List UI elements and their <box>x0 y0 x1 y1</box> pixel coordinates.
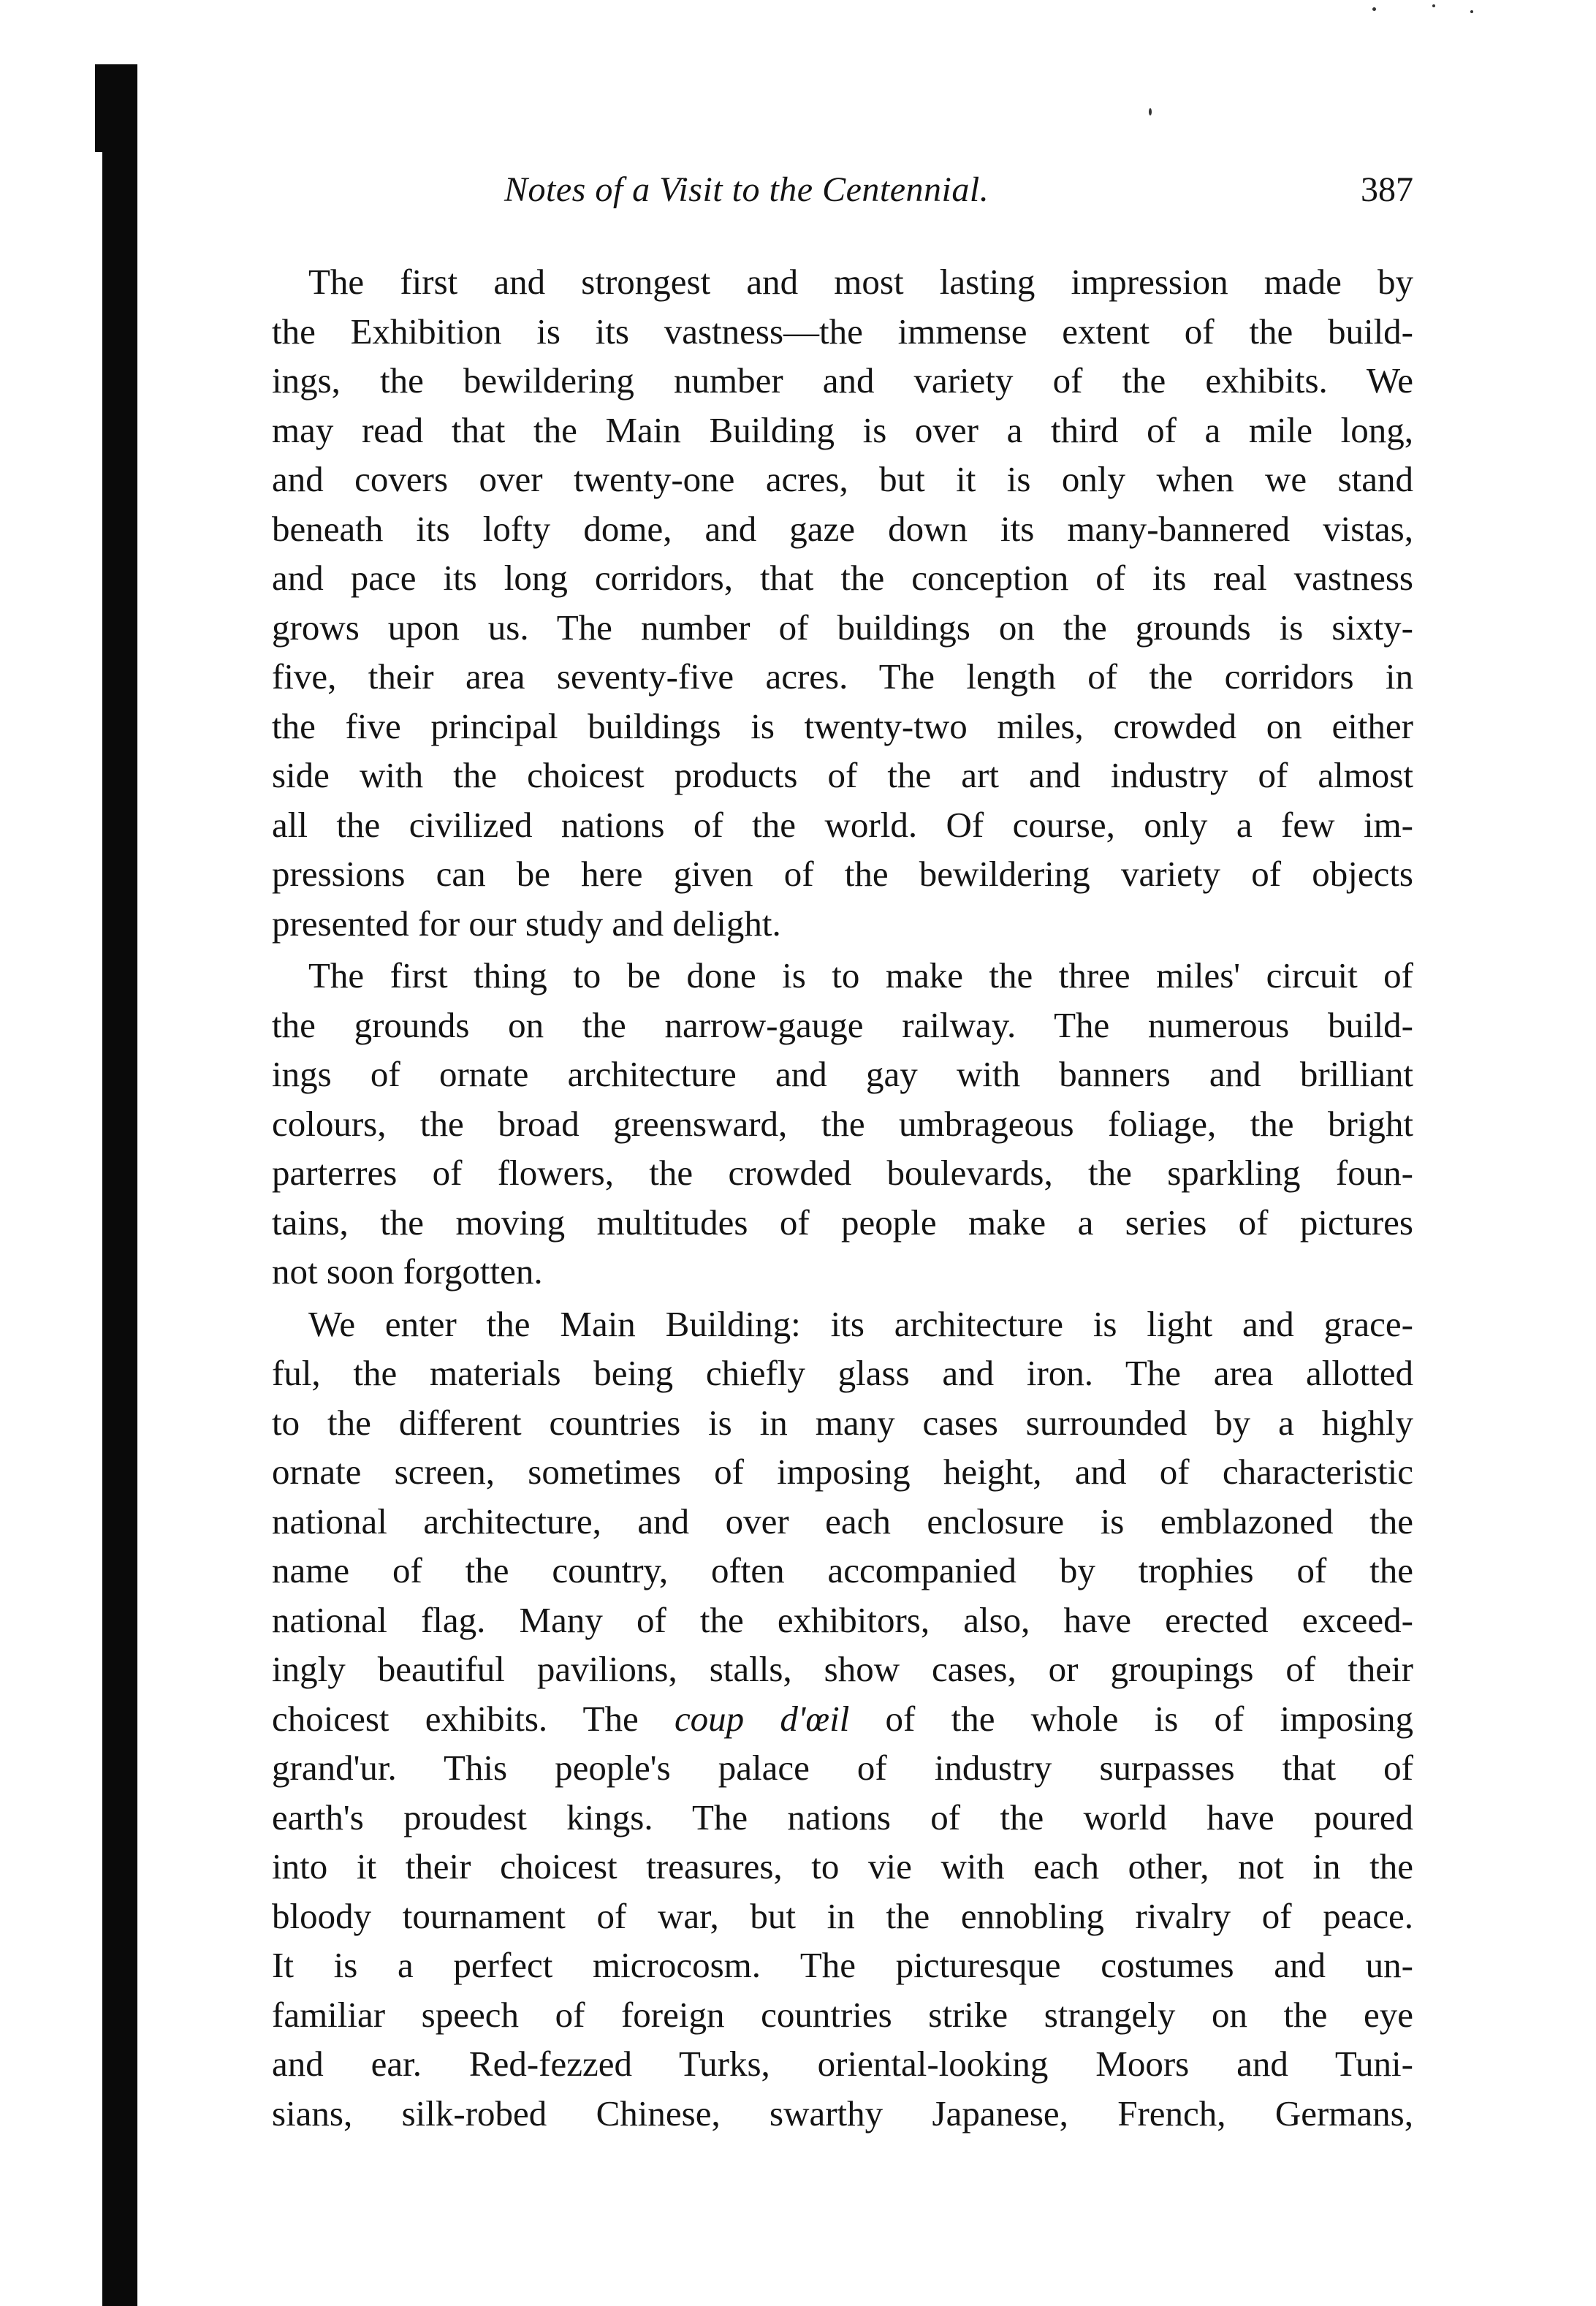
text-line: the Exhibition is its vastness—the immense extent of the build- <box>272 311 1413 352</box>
paragraph-1 <box>272 257 1413 948</box>
text-line: The first thing to be done is to make the three miles' circuit of <box>308 955 1413 995</box>
scan-speck <box>1372 7 1376 11</box>
text-line: familiar speech of foreign countries strike strangely on the eye <box>272 1994 1413 2035</box>
text-run: choicest exhibits. The <box>272 1698 674 1739</box>
text-line: into it their choicest treasures, to vie with each other, not in the <box>272 1846 1413 1886</box>
running-title: Notes of a Visit to the Centennial. <box>504 170 989 209</box>
text-line: may read that the Main Building is over a third of a mile long, <box>272 409 1413 450</box>
text-line: and pace its long corridors, that the conception of its real vastness <box>272 558 1413 598</box>
text-line: the grounds on the narrow-gauge railway. The numerous build- <box>272 1004 1413 1045</box>
text-line: It is a perfect microcosm. The picturesque costumes and un- <box>272 1945 1413 1985</box>
text-line: all the civilized nations of the world. Of course, only a few im- <box>272 804 1413 845</box>
text-run: of the whole is of imposing <box>849 1698 1414 1739</box>
text-line: the five principal buildings is twenty-two miles, crowded on either <box>272 705 1413 746</box>
text-line: beneath its lofty dome, and gaze down its many-bannered vistas, <box>272 508 1413 549</box>
text-line: to the different countries is in many cases surrounded by a highly <box>272 1402 1413 1443</box>
text-line: The first and strongest and most lasting impression made by <box>308 262 1413 302</box>
text-line: ingly beautiful pavilions, stalls, show cases, or groupings of their <box>272 1649 1413 1689</box>
text-line: name of the country, often accompanied by trophies of the <box>272 1550 1413 1590</box>
text-line: ings, the bewildering number and variety of the exhibits. We <box>272 360 1413 401</box>
page-number: 387 <box>1361 170 1413 209</box>
text-line-with-italic <box>272 1694 1413 1744</box>
paragraph-2 <box>272 951 1413 1297</box>
text-line: colours, the broad greensward, the umbrageous foliage, the bright <box>272 1103 1413 1144</box>
italic-phrase: coup d'œil <box>674 1698 850 1739</box>
text-line: and covers over twenty-one acres, but it is only when we stand <box>272 459 1413 499</box>
scan-binding-edge <box>102 64 137 2306</box>
scan-speck <box>1432 4 1435 7</box>
text-line: pressions can be here given of the bewildering variety of objects <box>272 854 1413 894</box>
scan-binding-notch <box>95 64 105 152</box>
text-line: bloody tournament of war, but in the ennobling rivalry of peace. <box>272 1895 1413 1936</box>
text-line: We enter the Main Building: its architecture is light and grace- <box>308 1303 1413 1344</box>
text-line: ful, the materials being chiefly glass and iron. The area allotted <box>272 1353 1413 1393</box>
text-line: grows upon us. The number of buildings on the grounds is sixty- <box>272 607 1413 648</box>
text-line: national flag. Many of the exhibitors, also, have erected exceed- <box>272 1599 1413 1640</box>
scan-speck <box>1149 108 1152 115</box>
scan-speck <box>1470 10 1473 13</box>
text-line: parterres of flowers, the crowded boulevards, the sparkling foun- <box>272 1153 1413 1193</box>
text-line: national architecture, and over each enclosure is emblazoned the <box>272 1501 1413 1541</box>
body-text <box>272 257 1413 2138</box>
text-line: ornate screen, sometimes of imposing height, and of characteristic <box>272 1452 1413 1492</box>
text-line: presented for our study and delight. <box>272 903 781 944</box>
paragraph-3 <box>272 1300 1413 2139</box>
text-line: ings of ornate architecture and gay with banners and brilliant <box>272 1054 1413 1094</box>
text-line: earth's proudest kings. The nations of the world have poured <box>272 1797 1413 1837</box>
text-line: five, their area seventy-five acres. The length of the corridors in <box>272 656 1413 697</box>
text-line: not soon forgotten. <box>272 1251 543 1292</box>
text-line: tains, the moving multitudes of people make a series of pictures <box>272 1202 1413 1243</box>
text-line: and ear. Red-fezzed Turks, oriental-looking Moors and Tuni- <box>272 2044 1413 2084</box>
text-line: grand'ur. This people's palace of industry surpasses that of <box>272 1748 1413 1788</box>
text-line: side with the choicest products of the art and industry of almost <box>272 755 1413 795</box>
text-line: sians, silk-robed Chinese, swarthy Japanese, French, Germans, <box>272 2093 1413 2134</box>
page-header <box>272 170 1413 221</box>
